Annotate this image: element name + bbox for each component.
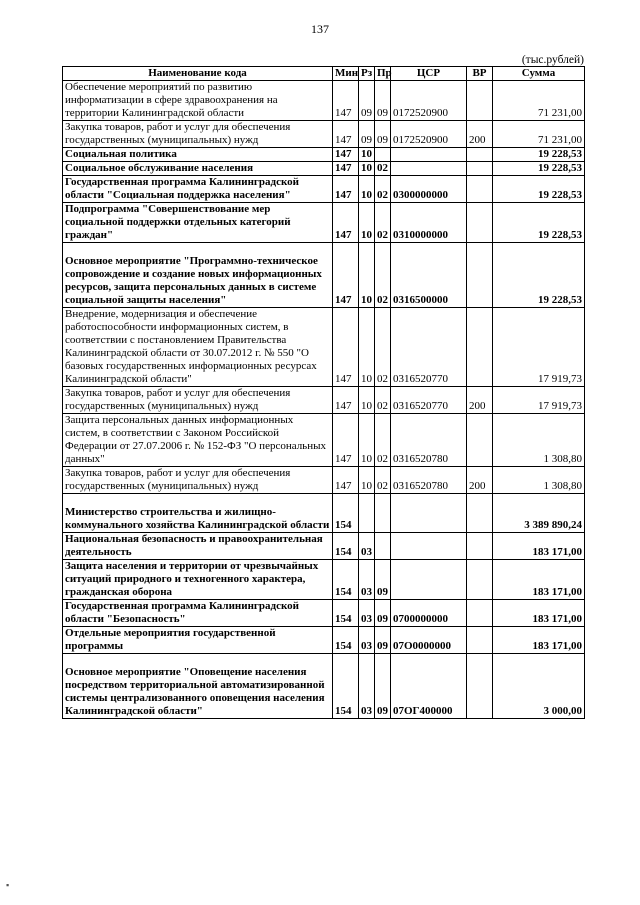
table-row bbox=[63, 308, 585, 387]
cell-vr: 200 bbox=[467, 121, 493, 148]
cell-name: Защита населения и территории от чрезвычайных ситуаций природного и техногенного характера, гражданская оборона bbox=[63, 560, 333, 600]
cell-pr bbox=[375, 494, 391, 533]
cell-pr: 09 bbox=[375, 600, 391, 627]
cell-rz: 09 bbox=[359, 81, 375, 121]
cell-min: 154 bbox=[333, 560, 359, 600]
cell-vr bbox=[467, 203, 493, 243]
table-row bbox=[63, 600, 585, 627]
cell-vr bbox=[467, 600, 493, 627]
scan-edge-mark: ▪ bbox=[6, 880, 10, 890]
cell-name: Основное мероприятие "Оповещение населения посредством территориальной автоматизированной системы централизованного оповещения населения Калининградской области" bbox=[63, 654, 333, 719]
cell-sum: 3 389 890,24 bbox=[493, 494, 585, 533]
cell-min: 154 bbox=[333, 494, 359, 533]
cell-vr bbox=[467, 243, 493, 308]
table-row bbox=[63, 467, 585, 494]
cell-name: Отдельные мероприятия государственной программы bbox=[63, 627, 333, 654]
cell-vr bbox=[467, 560, 493, 600]
cell-pr: 02 bbox=[375, 203, 391, 243]
cell-name: Государственная программа Калининградской области "Социальная поддержка населения" bbox=[63, 176, 333, 203]
cell-rz: 10 bbox=[359, 176, 375, 203]
cell-min: 147 bbox=[333, 308, 359, 387]
header-name: Наименование кода bbox=[63, 67, 333, 81]
table-row bbox=[63, 533, 585, 560]
cell-sum: 183 171,00 bbox=[493, 627, 585, 654]
cell-csr bbox=[391, 560, 467, 600]
cell-min: 147 bbox=[333, 203, 359, 243]
cell-sum: 17 919,73 bbox=[493, 308, 585, 387]
cell-rz bbox=[359, 494, 375, 533]
cell-min: 147 bbox=[333, 467, 359, 494]
cell-rz: 10 bbox=[359, 308, 375, 387]
cell-rz: 03 bbox=[359, 654, 375, 719]
cell-min: 147 bbox=[333, 81, 359, 121]
cell-min: 154 bbox=[333, 533, 359, 560]
cell-rz: 09 bbox=[359, 121, 375, 148]
cell-name: Государственная программа Калининградской области "Безопасность" bbox=[63, 600, 333, 627]
cell-pr: 02 bbox=[375, 467, 391, 494]
cell-sum: 19 228,53 bbox=[493, 162, 585, 176]
table-row bbox=[63, 560, 585, 600]
cell-sum: 3 000,00 bbox=[493, 654, 585, 719]
page-number: 137 bbox=[311, 22, 329, 36]
table-row bbox=[63, 121, 585, 148]
cell-name: Социальное обслуживание населения bbox=[63, 162, 333, 176]
cell-min: 147 bbox=[333, 243, 359, 308]
table-row bbox=[63, 81, 585, 121]
table-row bbox=[63, 203, 585, 243]
cell-rz: 10 bbox=[359, 148, 375, 162]
cell-min: 147 bbox=[333, 121, 359, 148]
cell-pr: 02 bbox=[375, 308, 391, 387]
table-row bbox=[63, 176, 585, 203]
cell-pr: 09 bbox=[375, 654, 391, 719]
cell-csr: 0316520770 bbox=[391, 387, 467, 414]
cell-pr bbox=[375, 148, 391, 162]
header-pr: Пр bbox=[375, 67, 391, 81]
cell-sum: 183 171,00 bbox=[493, 533, 585, 560]
cell-sum: 19 228,53 bbox=[493, 243, 585, 308]
cell-rz: 10 bbox=[359, 203, 375, 243]
cell-sum: 19 228,53 bbox=[493, 148, 585, 162]
table-header-row bbox=[63, 67, 585, 81]
cell-rz: 03 bbox=[359, 560, 375, 600]
cell-min: 147 bbox=[333, 148, 359, 162]
cell-vr bbox=[467, 308, 493, 387]
cell-vr bbox=[467, 533, 493, 560]
cell-min: 154 bbox=[333, 627, 359, 654]
cell-csr bbox=[391, 533, 467, 560]
cell-rz: 03 bbox=[359, 533, 375, 560]
cell-sum: 183 171,00 bbox=[493, 560, 585, 600]
table-row bbox=[63, 243, 585, 308]
cell-min: 147 bbox=[333, 162, 359, 176]
cell-csr: 07О0000000 bbox=[391, 627, 467, 654]
cell-min: 154 bbox=[333, 654, 359, 719]
units-label: (тыс.рублей) bbox=[521, 54, 584, 66]
cell-csr: 0172520900 bbox=[391, 121, 467, 148]
table-row bbox=[63, 387, 585, 414]
cell-csr: 07ОГ400000 bbox=[391, 654, 467, 719]
cell-csr: 0172520900 bbox=[391, 81, 467, 121]
cell-vr bbox=[467, 654, 493, 719]
cell-rz: 10 bbox=[359, 162, 375, 176]
cell-sum: 1 308,80 bbox=[493, 414, 585, 467]
cell-vr bbox=[467, 414, 493, 467]
cell-csr bbox=[391, 148, 467, 162]
cell-csr: 0310000000 bbox=[391, 203, 467, 243]
cell-name: Обеспечение мероприятий по развитию информатизации в сфере здравоохранения на территории Калининградской области bbox=[63, 81, 333, 121]
cell-pr: 02 bbox=[375, 243, 391, 308]
cell-vr bbox=[467, 494, 493, 533]
cell-min: 154 bbox=[333, 600, 359, 627]
budget-table bbox=[62, 66, 585, 719]
header-csr: ЦСР bbox=[391, 67, 467, 81]
cell-pr: 09 bbox=[375, 121, 391, 148]
cell-csr: 0316520770 bbox=[391, 308, 467, 387]
cell-csr bbox=[391, 162, 467, 176]
cell-vr bbox=[467, 162, 493, 176]
cell-name: Закупка товаров, работ и услуг для обеспечения государственных (муниципальных) нужд bbox=[63, 387, 333, 414]
cell-vr: 200 bbox=[467, 467, 493, 494]
header-sum: Сумма bbox=[493, 67, 585, 81]
cell-rz: 10 bbox=[359, 414, 375, 467]
table-row bbox=[63, 414, 585, 467]
header-min: Мин bbox=[333, 67, 359, 81]
cell-sum: 1 308,80 bbox=[493, 467, 585, 494]
cell-csr bbox=[391, 494, 467, 533]
cell-pr bbox=[375, 533, 391, 560]
cell-rz: 03 bbox=[359, 600, 375, 627]
header-vr: ВР bbox=[467, 67, 493, 81]
cell-pr: 02 bbox=[375, 387, 391, 414]
cell-csr: 0700000000 bbox=[391, 600, 467, 627]
cell-csr: 0316520780 bbox=[391, 414, 467, 467]
cell-name: Закупка товаров, работ и услуг для обеспечения государственных (муниципальных) нужд bbox=[63, 467, 333, 494]
cell-vr bbox=[467, 176, 493, 203]
cell-name: Министерство строительства и жилищно-коммунального хозяйства Калининградской области bbox=[63, 494, 333, 533]
cell-csr: 0316500000 bbox=[391, 243, 467, 308]
cell-rz: 03 bbox=[359, 627, 375, 654]
cell-rz: 10 bbox=[359, 467, 375, 494]
cell-name: Социальная политика bbox=[63, 148, 333, 162]
table-row bbox=[63, 627, 585, 654]
cell-sum: 19 228,53 bbox=[493, 203, 585, 243]
cell-vr bbox=[467, 148, 493, 162]
cell-pr: 02 bbox=[375, 176, 391, 203]
cell-name: Защита персональных данных информационных систем, в соответствии с Законом Российской Федерации от 27.07.2006 г. № 152-ФЗ "О персональных данных" bbox=[63, 414, 333, 467]
cell-pr: 02 bbox=[375, 162, 391, 176]
cell-rz: 10 bbox=[359, 243, 375, 308]
cell-min: 147 bbox=[333, 176, 359, 203]
cell-pr: 09 bbox=[375, 627, 391, 654]
cell-name: Основное мероприятие "Программно-техническое сопровождение и создание новых информационных ресурсов, защита персональных данных в системе социальной защиты населения" bbox=[63, 243, 333, 308]
cell-vr bbox=[467, 81, 493, 121]
cell-sum: 183 171,00 bbox=[493, 600, 585, 627]
cell-vr bbox=[467, 627, 493, 654]
cell-sum: 71 231,00 bbox=[493, 81, 585, 121]
cell-min: 147 bbox=[333, 387, 359, 414]
table-row bbox=[63, 162, 585, 176]
cell-pr: 09 bbox=[375, 560, 391, 600]
cell-name: Национальная безопасность и правоохранительная деятельность bbox=[63, 533, 333, 560]
header-rz: Рз bbox=[359, 67, 375, 81]
cell-sum: 17 919,73 bbox=[493, 387, 585, 414]
cell-min: 147 bbox=[333, 414, 359, 467]
cell-pr: 09 bbox=[375, 81, 391, 121]
table-row bbox=[63, 148, 585, 162]
cell-sum: 19 228,53 bbox=[493, 176, 585, 203]
cell-name: Закупка товаров, работ и услуг для обеспечения государственных (муниципальных) нужд bbox=[63, 121, 333, 148]
cell-name: Подпрограмма "Совершенствование мер социальной поддержки отдельных категорий граждан" bbox=[63, 203, 333, 243]
table-row bbox=[63, 654, 585, 719]
cell-sum: 71 231,00 bbox=[493, 121, 585, 148]
table-row bbox=[63, 494, 585, 533]
cell-pr: 02 bbox=[375, 414, 391, 467]
cell-rz: 10 bbox=[359, 387, 375, 414]
cell-name: Внедрение, модернизация и обеспечение работоспособности информационных систем, в соответствии с постановлением Правительства Калининградской области от 30.07.2012 г. № 550 "О базовых государственных информационных ресурсах Калининградской области" bbox=[63, 308, 333, 387]
cell-csr: 0316520780 bbox=[391, 467, 467, 494]
cell-vr: 200 bbox=[467, 387, 493, 414]
cell-csr: 0300000000 bbox=[391, 176, 467, 203]
